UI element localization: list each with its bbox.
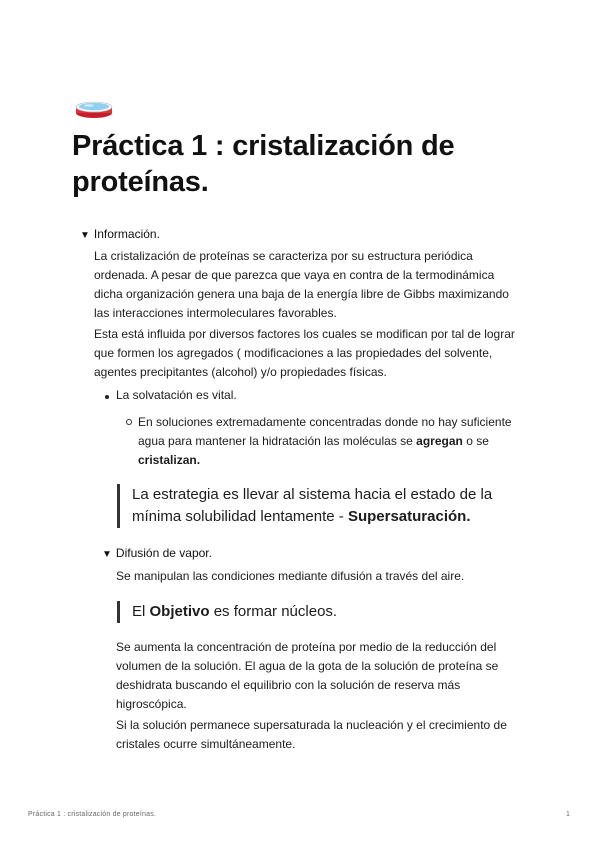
triangle-down-icon: ▼ [102, 549, 112, 560]
info-paragraph-2: Esta está influida por diversos factores los cuales se modifican por tal de lograr que formen los agregados ( modificaciones a las propiedades del solvente, agentes precipitantes (alcohol) y/o propiedades físicas. [94, 327, 515, 379]
footer-page-number: 1 [566, 811, 571, 818]
sub-bullet-text: En soluciones extremadamente concentradas donde no hay suficiente agua para mantener la hidratación las moléculas se [138, 415, 512, 448]
sub-bullet-circle [126, 419, 132, 425]
info-paragraph-1: La cristalización de proteínas se caracteriza por su estructura periódica ordenada. A pesar de que parezca que vaya en contra de la termodinámica dicha organización genera una baja de la energía libre de Gibbs maximizando las interacciones intermoleculares favorables. [94, 249, 509, 320]
toggle-label: Difusión de vapor. [115, 546, 212, 560]
vapor-paragraph-3: Si la solución permanece supersaturada la nucleación y el crecimiento de cristales ocurre simultáneamente. [116, 718, 507, 751]
sub-bullet-text-middle: o se [462, 434, 489, 448]
bullet-dot [105, 395, 109, 399]
quote-text: La estrategia es llevar al sistema hacia el estado de la mínima solubilidad lentamente - [132, 486, 493, 525]
toggle-difusion-vapor[interactable] [102, 545, 212, 563]
quote-text: El [132, 603, 150, 620]
bold-cristalizan: cristalizan. [138, 453, 201, 467]
bold-objetivo: Objetivo [149, 603, 210, 620]
vapor-paragraph-1: Se manipulan las condiciones mediante difusión a través del aire. [116, 569, 465, 583]
toggle-label: Información. [93, 227, 160, 241]
callout-quote-objetivo [117, 601, 512, 623]
bullet-solvatacion: La solvatación es vital. [116, 388, 237, 402]
footer-title: Práctica 1 : cristalización de proteínas. [28, 811, 157, 818]
sub-bullet-soluciones [138, 413, 528, 470]
triangle-down-icon: ▼ [80, 230, 90, 241]
vapor-paragraph-2: Se aumenta la concentración de proteína por medio de la reducción del volumen de la solución. El agua de la gota de la solución de proteína se deshidrata buscando el equilibrio con la solución de reserva más higroscópica. [116, 640, 499, 711]
callout-quote-estrategia [117, 484, 512, 528]
toggle-informacion[interactable] [80, 226, 160, 244]
page-title: Práctica 1 : cristalización de proteínas. [72, 130, 455, 198]
bold-agregan: agregan [416, 434, 463, 448]
bold-supersaturacion: Supersaturación. [347, 508, 471, 525]
petri-dish-icon [75, 99, 113, 119]
quote-text-after: es formar núcleos. [209, 603, 338, 620]
